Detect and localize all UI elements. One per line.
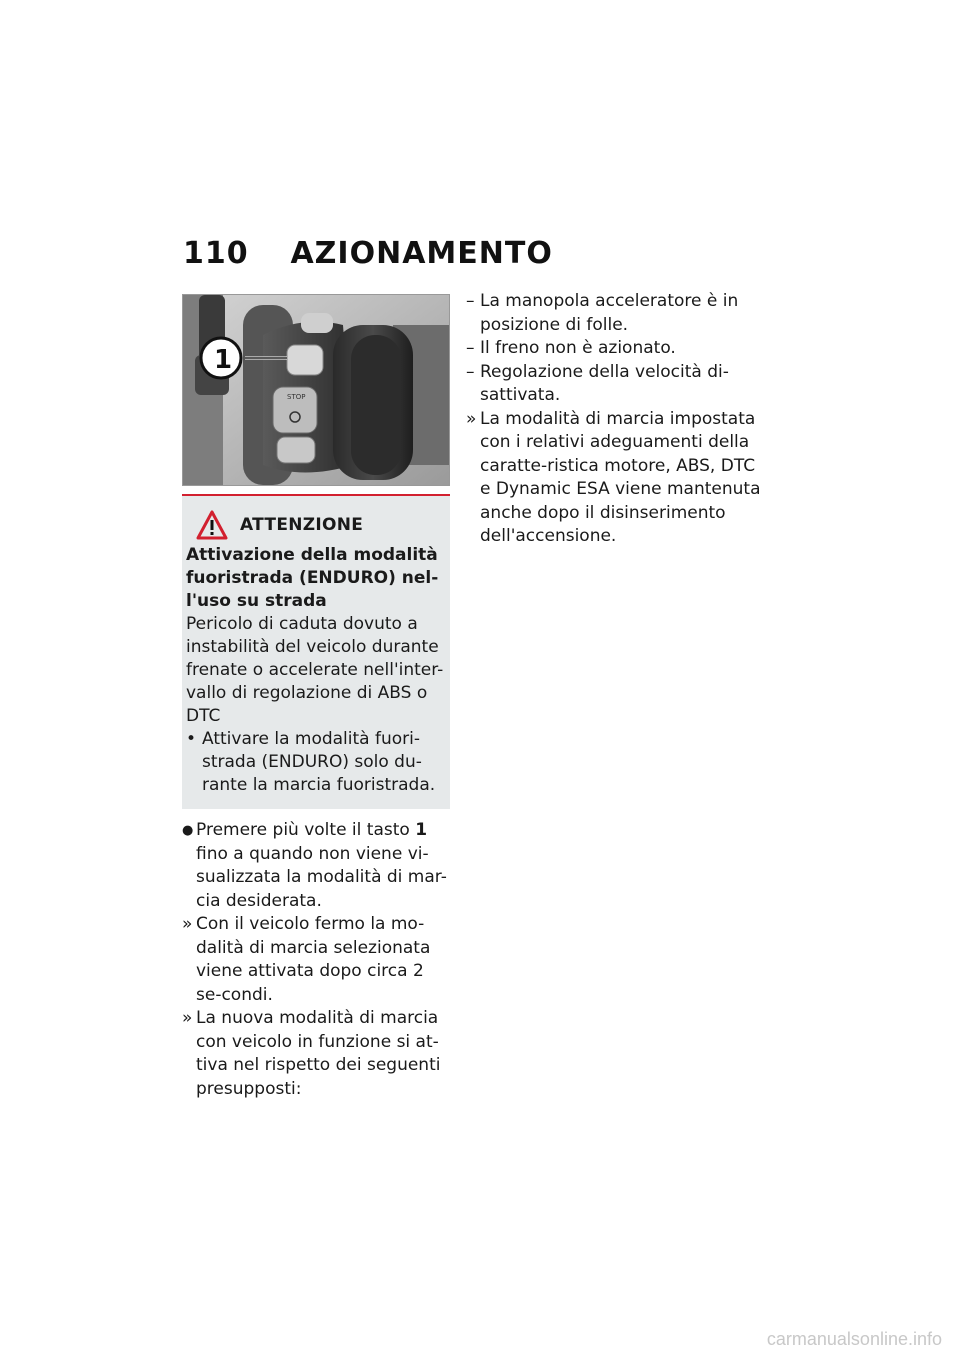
list-text: La nuova modalità di marcia con veicolo in funzione si at-tiva nel rispetto dei seguenti presupposti:: [196, 1008, 441, 1099]
figure-callout: 1: [214, 345, 233, 375]
chapter-title: AZIONAMENTO: [290, 236, 553, 271]
warning-subtitle: Attivazione della modalità fuoristrada (ENDURO) nel-l'uso su strada: [186, 545, 439, 611]
list-text: Regolazione della velocità di-sattivata.: [480, 361, 729, 405]
warning-box: [182, 494, 450, 809]
list-text: La modalità di marcia impostata con i relativi adeguamenti della caratte-ristica motore, ABS, DTC e Dynamic ESA viene mantenuta anche dopo il disinserimento dell'accensione.: [480, 408, 761, 546]
list-item: [182, 913, 450, 1007]
warning-bullet-text: Attivare la modalità fuori-strada (ENDURO) solo du-rante la marcia fuoristrada.: [202, 729, 436, 795]
watermark: carmanualsonline.info: [766, 1329, 942, 1349]
list-mark: –: [466, 291, 475, 311]
list-item: [466, 337, 766, 361]
warning-triangle-icon: [196, 510, 228, 540]
list-item: [182, 819, 450, 913]
warning-title: ATTENZIONE: [240, 515, 364, 535]
list-item: [466, 408, 766, 549]
page-header: [183, 236, 553, 271]
bullet-mark: •: [186, 729, 197, 749]
list-text: Il freno non è azionato.: [480, 338, 676, 358]
list-item: [466, 361, 766, 408]
list-mark: »: [182, 1008, 193, 1028]
stop-label: STOP: [287, 393, 306, 401]
list-text: Premere più volte il tasto 1 fino a quando non viene vi-sualizzata la modalità di mar-cia desiderata.: [196, 820, 447, 911]
list-mark: –: [466, 338, 475, 358]
list-text: Con il veicolo fermo la mo-dalità di marcia selezionata viene attivata dopo circa 2 se-condi.: [196, 914, 431, 1005]
list-item: [466, 290, 766, 337]
right-column: [466, 290, 766, 549]
page-number: 110: [183, 236, 249, 271]
list-mark: ●: [182, 823, 194, 838]
left-column: [182, 294, 450, 1101]
list-text: La manopola acceleratore è in posizione di folle.: [480, 291, 739, 335]
handlebar-illustration: [183, 295, 450, 486]
list-mark: »: [182, 914, 193, 934]
warning-bullet: [186, 728, 446, 797]
handlebar-switch-figure: [182, 294, 450, 486]
instruction-list: [182, 819, 450, 1101]
list-mark: –: [466, 361, 475, 382]
warning-heading: [186, 510, 446, 540]
list-mark: »: [466, 408, 477, 429]
list-item: [182, 1007, 450, 1101]
warning-text: Pericolo di caduta dovuto a instabilità del veicolo durante frenate o accelerate nell'inter-vallo di regolazione di ABS o DTC: [186, 614, 444, 726]
